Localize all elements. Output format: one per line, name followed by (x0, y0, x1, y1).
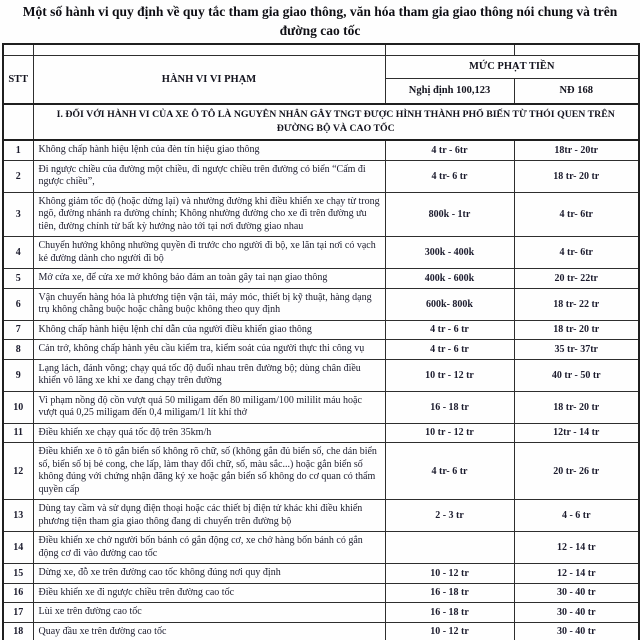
column-header-fine-nd168: NĐ 168 (514, 78, 639, 104)
fine-nd100-cell: 800k - 1tr (385, 192, 514, 237)
row-number-cell: 5 (3, 269, 33, 289)
fine-nd168-cell: 4 tr- 6tr (514, 192, 639, 237)
table-row (3, 443, 639, 500)
row-number-cell: 18 (3, 622, 33, 640)
column-header-fine-group: MỨC PHẠT TIỀN (385, 55, 639, 78)
violation-cell: Điều khiển xe đi ngược chiều trên đường cao tốc (33, 583, 385, 603)
violation-cell: Điều khiển xe ô tô gắn biển số không rõ chữ, số (không gắn đủ biển số, che dán biển số, biển số bị bẻ cong, che lấp, làm thay đổi chữ, số, màu sắc...) hoặc gắn biển số không đúng với chứng nhận đăng ký xe hoặc gắn biển số không do cơ quan có thẩm quyền cấp (33, 443, 385, 500)
violation-cell: Không chấp hành hiệu lệnh chỉ dẫn của người điều khiển giao thông (33, 320, 385, 340)
fine-nd168-cell: 18 tr- 20 tr (514, 320, 639, 340)
row-number-cell: 7 (3, 320, 33, 340)
fine-nd100-cell: 4 tr- 6 tr (385, 160, 514, 192)
fine-nd100-cell: 10 tr - 12 tr (385, 423, 514, 443)
fine-nd100-cell: 4 tr - 6tr (385, 140, 514, 160)
row-number-cell: 4 (3, 237, 33, 269)
document-title: Một số hành vi quy định về quy tắc tham gia giao thông, văn hóa tham gia giao thông nói chung và trên đường cao tốc (22, 4, 618, 38)
section-header: I. ĐỐI VỚI HÀNH VI CỦA XE Ô TÔ LÀ NGUYÊN NHÂN GÂY TNGT ĐƯỢC HÌNH THÀNH PHỔ BIẾN TỪ THÓI QUEN TRÊN ĐƯỜNG BỘ VÀ CAO TỐC (33, 104, 639, 140)
section-row (3, 104, 639, 140)
fine-nd100-cell: 16 - 18 tr (385, 603, 514, 623)
violation-cell: Dừng xe, đỗ xe trên đường cao tốc không đúng nơi quy định (33, 564, 385, 584)
fine-nd100-cell (385, 532, 514, 564)
table-row (3, 423, 639, 443)
violation-cell: Chuyển hướng không nhường quyền đi trước cho người đi bộ, xe lăn tại nơi có vạch kẻ đường dành cho người đi bộ (33, 237, 385, 269)
table-row (3, 320, 639, 340)
fine-nd100-cell: 2 - 3 tr (385, 500, 514, 532)
fine-nd168-cell: 12tr - 14 tr (514, 423, 639, 443)
row-number-cell: 2 (3, 160, 33, 192)
row-number-cell: 6 (3, 288, 33, 320)
violation-cell: Đi ngược chiều của đường một chiều, đi ngược chiều trên đường có biển “Cấm đi ngược chiều”, (33, 160, 385, 192)
spacer-row (3, 44, 639, 56)
fine-nd168-cell: 18tr - 20tr (514, 140, 639, 160)
row-number-cell: 9 (3, 359, 33, 391)
violation-cell: Vận chuyển hàng hóa là phương tiện vận tải, máy móc, thiết bị kỹ thuật, hàng dạng trụ không chằng buộc hoặc chằng buộc không theo quy định (33, 288, 385, 320)
table-row (3, 532, 639, 564)
table-row (3, 583, 639, 603)
table-row (3, 340, 639, 360)
table-row (3, 564, 639, 584)
violation-cell: Điều khiển xe chở người bốn bánh có gắn động cơ, xe chở hàng bốn bánh có gắn động cơ đi vào đường cao tốc (33, 532, 385, 564)
fine-nd100-cell: 400k - 600k (385, 269, 514, 289)
row-number-cell: 12 (3, 443, 33, 500)
section-stt-empty-cell (3, 104, 33, 140)
violation-cell: Quay đầu xe trên đường cao tốc (33, 622, 385, 640)
row-number-cell: 17 (3, 603, 33, 623)
fine-nd168-cell: 35 tr- 37tr (514, 340, 639, 360)
table-row (3, 192, 639, 237)
fine-nd100-cell: 4 tr - 6 tr (385, 340, 514, 360)
fine-nd100-cell: 600k- 800k (385, 288, 514, 320)
fine-nd100-cell: 10 tr - 12 tr (385, 359, 514, 391)
fine-nd100-cell: 16 - 18 tr (385, 391, 514, 423)
violation-cell: Điều khiển xe chạy quá tốc độ trên 35km/h (33, 423, 385, 443)
table-row (3, 359, 639, 391)
fine-nd100-cell: 300k - 400k (385, 237, 514, 269)
fine-nd168-cell: 18 tr- 20 tr (514, 391, 639, 423)
table-row (3, 391, 639, 423)
fine-nd168-cell: 20 tr- 26 tr (514, 443, 639, 500)
fine-nd168-cell: 30 - 40 tr (514, 622, 639, 640)
row-number-cell: 10 (3, 391, 33, 423)
violation-cell: Vi phạm nồng độ cồn vượt quá 50 miligam đến 80 miligam/100 mililit máu hoặc vượt quá 0,25 miligam đến 0,4 miligam/1 lít khí thở (33, 391, 385, 423)
fine-nd168-cell: 12 - 14 tr (514, 532, 639, 564)
column-header-stt: STT (3, 55, 33, 104)
fines-table-body (3, 140, 639, 640)
fine-nd168-cell: 18 tr- 22 tr (514, 288, 639, 320)
fine-nd168-cell: 40 tr - 50 tr (514, 359, 639, 391)
row-number-cell: 3 (3, 192, 33, 237)
spacer-cell (33, 44, 385, 56)
table-row (3, 622, 639, 640)
violation-cell: Lạng lách, đánh võng; chạy quá tốc độ đuổi nhau trên đường bộ; dùng chân điều khiển vô lăng xe khi xe đang chạy trên đường (33, 359, 385, 391)
violation-cell: Không chấp hành hiệu lệnh của đèn tín hiệu giao thông (33, 140, 385, 160)
table-row (3, 288, 639, 320)
violation-cell: Không giảm tốc độ (hoặc dừng lại) và nhường đường khi điều khiển xe chạy từ trong ngõ, đường nhánh ra đường chính; Không nhường đường cho xe đi trên đường ưu tiên, đường chính từ bất kỳ hướng nào tới tại nơi đường giao nhau (33, 192, 385, 237)
table-row (3, 140, 639, 160)
row-number-cell: 8 (3, 340, 33, 360)
fines-table (2, 43, 640, 640)
violation-cell: Cản trở, không chấp hành yêu cầu kiểm tra, kiểm soát của người thực thi công vụ (33, 340, 385, 360)
table-row (3, 237, 639, 269)
fine-nd168-cell: 12 - 14 tr (514, 564, 639, 584)
violation-cell: Mở cửa xe, để cửa xe mở không bảo đảm an toàn gây tai nạn giao thông (33, 269, 385, 289)
fine-nd100-cell: 10 - 12 tr (385, 564, 514, 584)
fine-nd100-cell: 10 - 12 tr (385, 622, 514, 640)
row-number-cell: 11 (3, 423, 33, 443)
fine-nd168-cell: 4 tr- 6tr (514, 237, 639, 269)
fine-nd100-cell: 16 - 18 tr (385, 583, 514, 603)
fine-nd100-cell: 4 tr - 6 tr (385, 320, 514, 340)
fine-nd168-cell: 30 - 40 tr (514, 583, 639, 603)
column-header-violation: HÀNH VI VI PHẠM (33, 55, 385, 104)
table-row (3, 603, 639, 623)
table-row (3, 160, 639, 192)
fine-nd168-cell: 4 - 6 tr (514, 500, 639, 532)
spacer-cell (3, 44, 33, 56)
spacer-cell (385, 44, 514, 56)
fine-nd168-cell: 18 tr- 20 tr (514, 160, 639, 192)
violation-cell: Dùng tay cầm và sử dụng điện thoại hoặc các thiết bị điện tử khác khi điều khiển phương tiện tham gia giao thông đang di chuyển trên đường bộ (33, 500, 385, 532)
row-number-cell: 15 (3, 564, 33, 584)
row-number-cell: 1 (3, 140, 33, 160)
header-row-top (3, 55, 639, 78)
fine-nd168-cell: 30 - 40 tr (514, 603, 639, 623)
row-number-cell: 14 (3, 532, 33, 564)
fine-nd168-cell: 20 tr- 22tr (514, 269, 639, 289)
column-header-fine-nd100: Nghị định 100,123 (385, 78, 514, 104)
row-number-cell: 16 (3, 583, 33, 603)
row-number-cell: 13 (3, 500, 33, 532)
spacer-cell (514, 44, 639, 56)
table-row (3, 500, 639, 532)
table-row (3, 269, 639, 289)
fine-nd100-cell: 4 tr- 6 tr (385, 443, 514, 500)
violation-cell: Lùi xe trên đường cao tốc (33, 603, 385, 623)
